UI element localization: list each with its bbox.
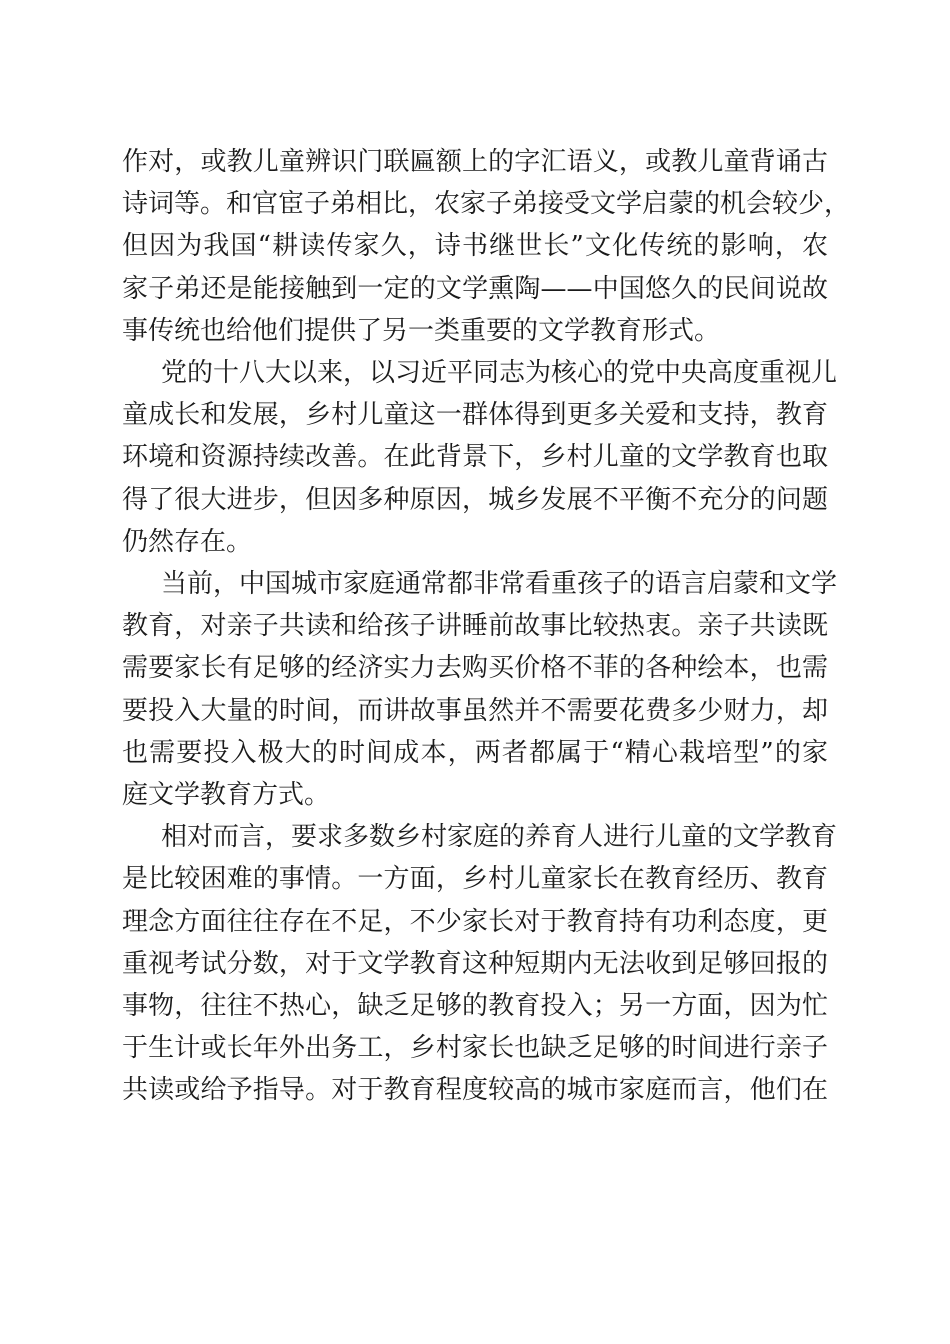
text-line: 环境和资源持续改善。在此背景下，乡村儿童的文学教育也取	[122, 442, 828, 473]
paragraph-4	[122, 816, 838, 1111]
text-line: 教育，对亲子共读和给孩子讲睡前故事比较热衷。亲子共读既	[122, 611, 828, 642]
text-line: 共读或给予指导。对于教育程度较高的城市家庭而言，他们在	[122, 1075, 828, 1106]
text-line: 作对，或教儿童辨识门联匾额上的字汇语义，或教儿童背诵古	[122, 147, 828, 177]
text-line: 家子弟还是能接触到一定的文学熏陶——中国悠久的民间说故	[122, 273, 828, 304]
paragraph-2	[122, 352, 838, 563]
text-line: 理念方面往往存在不足，不少家长对于教育持有功利态度，更	[122, 906, 828, 937]
text-line: 庭文学教育方式。	[122, 780, 331, 811]
text-line: 要投入大量的时间，而讲故事虽然并不需要花费多少财力，却	[122, 695, 828, 726]
text-line: 童成长和发展，乡村儿童这一群体得到更多关爱和支持，教育	[122, 400, 828, 431]
text-line: 诗词等。和官宦子弟相比，农家子弟接受文学启蒙的机会较少，	[122, 189, 851, 220]
text-line: 相对而言，要求多数乡村家庭的养育人进行儿童的文学教育	[161, 822, 838, 853]
text-line: 事传统也给他们提供了另一类重要的文学教育形式。	[122, 315, 721, 346]
text-line: 事物，往往不热心，缺乏足够的教育投入；另一方面，因为忙	[122, 991, 828, 1022]
paragraph-3	[122, 563, 838, 816]
text-line: 也需要投入极大的时间成本，两者都属于“精心栽培型”的家	[122, 737, 828, 768]
text-line: 仍然存在。	[122, 526, 253, 557]
text-line: 党的十八大以来，以习近平同志为核心的党中央高度重视儿	[161, 358, 838, 389]
text-line: 但因为我国“耕读传家久，诗书继世长”文化传统的影响，农	[122, 231, 828, 262]
text-line: 需要家长有足够的经济实力去购买价格不菲的各种绘本，也需	[122, 653, 828, 684]
text-line: 是比较困难的事情。一方面，乡村儿童家长在教育经历、教育	[122, 864, 828, 895]
text-line: 重视考试分数，对于文学教育这种短期内无法收到足够回报的	[122, 948, 828, 979]
paragraph-1	[122, 141, 851, 352]
text-line: 当前，中国城市家庭通常都非常看重孩子的语言启蒙和文学	[161, 569, 838, 600]
body-text	[122, 141, 851, 1112]
text-line: 于生计或长年外出务工，乡村家长也缺乏足够的时间进行亲子	[122, 1033, 828, 1064]
text-line: 得了很大进步，但因多种原因，城乡发展不平衡不充分的问题	[122, 484, 828, 515]
